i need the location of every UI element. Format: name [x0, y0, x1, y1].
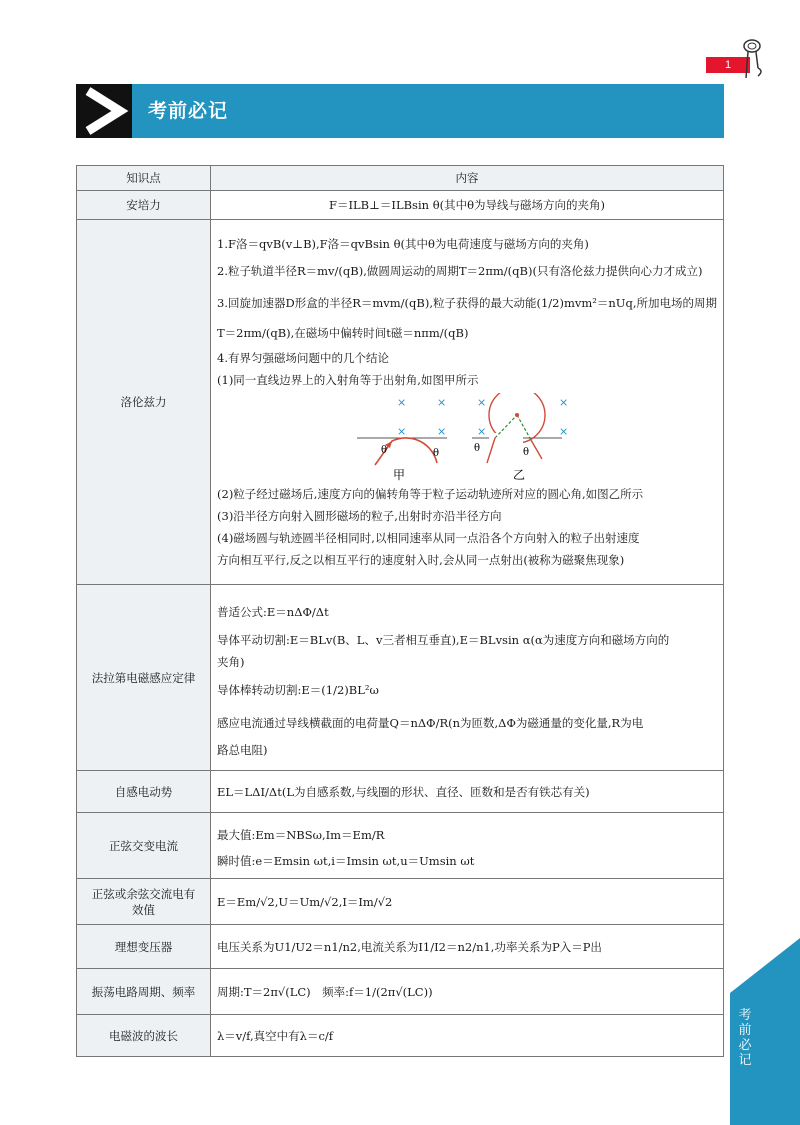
content-line: 电压关系为U1/U2＝n1/n2,电流关系为I1/I2＝n2/n1,功率关系为P入＝P出 — [217, 939, 602, 954]
diagram-label-yi: 乙 — [513, 468, 526, 482]
row-label: 法拉第电磁感应定律 — [77, 585, 211, 771]
row-label: 正弦交变电流 — [77, 813, 211, 879]
content-line: 最大值:Em＝NBSω,Im＝Em/R — [217, 827, 385, 842]
content-line: 周期:T＝2π√(LC) 频率:f＝1/(2π√(LC)) — [217, 984, 433, 999]
content-line: 方向相互平行,反之以相互平行的速度射入时,会从同一点射出(被称为磁聚焦现象) — [217, 553, 625, 567]
row-label: 电磁波的波长 — [77, 1015, 211, 1057]
content-line: 1.F洛＝qvB(v⊥B),F洛＝qvBsin θ(其中θ为电荷速度与磁场方向的夹角) — [217, 237, 589, 251]
lamp-icon — [738, 38, 766, 84]
table-row — [77, 191, 724, 220]
content-line: 2.粒子轨道半径R＝mv/(qB),做圆周运动的周期T＝2πm/(qB)(只有洛伦兹力提供向心力才成立) — [217, 264, 703, 278]
row-content — [211, 585, 724, 771]
header-content: 内容 — [211, 166, 724, 191]
content-line: 3.回旋加速器D形盒的半径R＝mvm/(qB),粒子获得的最大动能(1/2)mvm²＝nUq,所加电场的周期 — [217, 296, 717, 310]
row-content — [211, 879, 724, 925]
row-label: 正弦或余弦交流电有效值 — [77, 879, 211, 925]
content-line: 导体棒转动切割:E＝(1/2)BL²ω — [217, 682, 379, 697]
page-number-badge: 1 — [706, 57, 750, 73]
angle-label: θ — [523, 447, 530, 458]
row-content — [211, 925, 724, 969]
content-line: (2)粒子经过磁场后,速度方向的偏转角等于粒子运动轨迹所对应的圆心角,如图乙所示 — [217, 487, 644, 501]
content-line: 路总电阻) — [217, 742, 268, 757]
content-line: E＝Em/√2,U＝Um/√2,I＝Im/√2 — [217, 894, 393, 909]
table-header-row — [77, 166, 724, 191]
table-row — [77, 771, 724, 813]
diagram-jia — [357, 396, 447, 482]
content-line: T＝2πm/(qB),在磁场中偏转时间t磁＝nπm/(qB) — [217, 326, 469, 340]
content-line: 4.有界匀强磁场问题中的几个结论 — [217, 351, 389, 365]
field-mark: × — [559, 396, 569, 409]
content-line: EL＝LΔI/Δt(L为自感系数,与线圈的形状、直径、匝数和是否有铁芯有关) — [217, 784, 590, 799]
row-content — [211, 1015, 724, 1057]
content-line: 普适公式:E＝nΔΦ/Δt — [217, 604, 329, 619]
content-line: 感应电流通过导线横截面的电荷量Q＝nΔΦ/R(n为匝数,ΔΦ为磁通量的变化量,R为电 — [217, 715, 644, 730]
table-row — [77, 969, 724, 1015]
angle-label: θ — [433, 448, 440, 459]
section-banner — [76, 84, 724, 138]
angle-label: θ — [474, 443, 481, 454]
field-mark: × — [397, 425, 407, 438]
field-mark: × — [559, 425, 569, 438]
table-row — [77, 585, 724, 771]
row-label: 理想变压器 — [77, 925, 211, 969]
content-line: λ＝v/f,真空中有λ＝c/f — [217, 1028, 334, 1043]
banner-title: 考前必记 — [148, 100, 229, 122]
content-line: 瞬时值:e＝Emsin ωt,i＝Imsin ωt,u＝Umsin ωt — [217, 853, 475, 868]
content-line: (1)同一直线边界上的入射角等于出射角,如图甲所示 — [217, 373, 479, 387]
row-label: 振荡电路周期、频率 — [77, 969, 211, 1015]
field-mark: × — [437, 396, 447, 409]
row-content — [211, 771, 724, 813]
chevron-icon — [76, 84, 132, 138]
table-row — [77, 925, 724, 969]
content-line: (3)沿半径方向射入圆形磁场的粒子,出射时亦沿半径方向 — [217, 509, 502, 523]
table-row — [77, 1015, 724, 1057]
row-label: 洛伦兹力 — [77, 220, 211, 585]
row-label: 安培力 — [77, 191, 211, 220]
magnetic-boundary-diagram — [337, 393, 597, 483]
content-line: 导体平动切割:E＝BLv(B、L、v三者相互垂直),E＝BLvsin α(α为速度方向和磁场方向的 — [217, 632, 670, 647]
content-line: F＝ILB⊥＝ILBsin θ(其中θ为导线与磁场方向的夹角) — [329, 198, 606, 212]
content-line: 夹角) — [217, 654, 245, 669]
field-mark: × — [477, 396, 487, 409]
diagram-yi — [472, 393, 568, 482]
row-content — [211, 191, 724, 220]
field-mark: × — [397, 396, 407, 409]
row-content — [211, 813, 724, 879]
side-tab-label: 考前必记 — [738, 1008, 752, 1068]
diagram-label-jia: 甲 — [393, 468, 406, 482]
row-content — [211, 220, 724, 585]
field-mark: × — [477, 425, 487, 438]
knowledge-table — [76, 165, 724, 1057]
table-row — [77, 220, 724, 585]
row-label: 自感电动势 — [77, 771, 211, 813]
field-mark: × — [437, 425, 447, 438]
angle-label: θ — [381, 445, 388, 456]
header-knowledge-point: 知识点 — [77, 166, 211, 191]
content-line: (4)磁场圆与轨迹圆半径相同时,以相同速率从同一点沿各个方向射入的粒子出射速度 — [217, 531, 640, 545]
table-row — [77, 879, 724, 925]
table-row — [77, 813, 724, 879]
row-content — [211, 969, 724, 1015]
